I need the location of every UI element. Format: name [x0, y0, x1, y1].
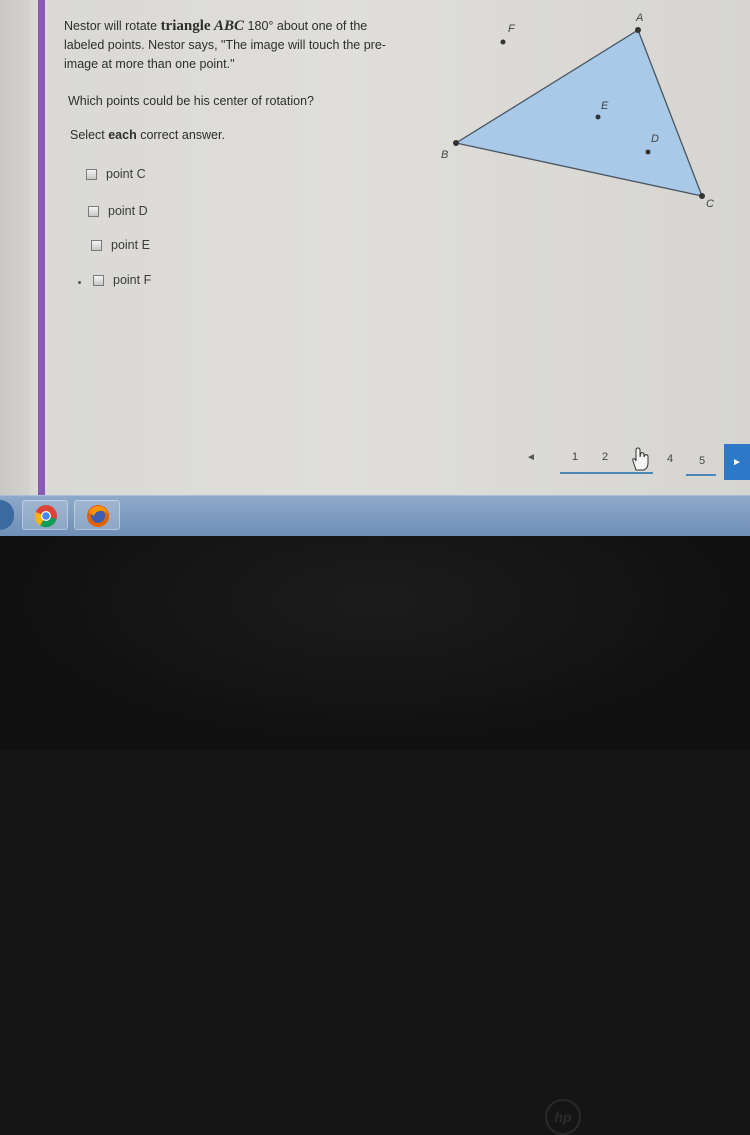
- instruction-end: correct answer.: [136, 128, 225, 142]
- choice-label: point E: [111, 238, 150, 252]
- label-c: C: [706, 198, 714, 210]
- page-4[interactable]: 4: [667, 453, 674, 465]
- browser-viewport: [0, 0, 750, 495]
- label-b: B: [441, 149, 449, 161]
- page-1[interactable]: 1: [572, 451, 579, 463]
- page-5[interactable]: 5: [699, 455, 706, 467]
- question-prompt: Which points could be his center of rotation?: [68, 94, 314, 108]
- vertex-b: [453, 140, 459, 146]
- question-title-word: triangle: [160, 18, 211, 34]
- triangle-abc: [456, 30, 702, 196]
- label-f: F: [508, 23, 515, 35]
- triangle-name: ABC: [214, 18, 245, 34]
- instruction-start: Select: [70, 128, 109, 142]
- hand-cursor-icon: [628, 446, 652, 472]
- choice-label: point F: [113, 273, 152, 287]
- choice-label: point C: [106, 167, 146, 181]
- label-a: A: [636, 12, 644, 24]
- chrome-icon: [34, 504, 58, 528]
- instruction-emphasis: each: [108, 128, 137, 142]
- page-5-underline: [686, 474, 716, 476]
- choice-label: point D: [108, 204, 148, 218]
- pager-next-button[interactable]: ►: [724, 444, 750, 480]
- point-e: [596, 115, 601, 120]
- triangle-figure: [0, 0, 750, 495]
- start-button[interactable]: [0, 500, 14, 530]
- question-intro: Nestor will rotate: [64, 19, 161, 33]
- vertex-c: [699, 193, 705, 199]
- vertex-a: [635, 27, 641, 33]
- label-e: E: [601, 100, 609, 112]
- point-f: [501, 40, 506, 45]
- question-body: 180° about one of the labeled points. Nestor says, "The image will touch the pre-image at more than one point.": [64, 19, 386, 71]
- page-progress-underline: [560, 472, 653, 474]
- label-d: D: [651, 133, 659, 145]
- firefox-icon: [86, 504, 110, 528]
- taskbar-firefox-button[interactable]: [74, 500, 120, 530]
- point-d: [646, 150, 651, 155]
- windows-taskbar: [0, 495, 750, 536]
- pager-prev-button[interactable]: ◄: [526, 452, 536, 463]
- taskbar-chrome-button[interactable]: [22, 500, 68, 530]
- laptop-bezel: [0, 536, 750, 1125]
- hp-logo: hp: [545, 1099, 581, 1135]
- page-2[interactable]: 2: [602, 451, 609, 463]
